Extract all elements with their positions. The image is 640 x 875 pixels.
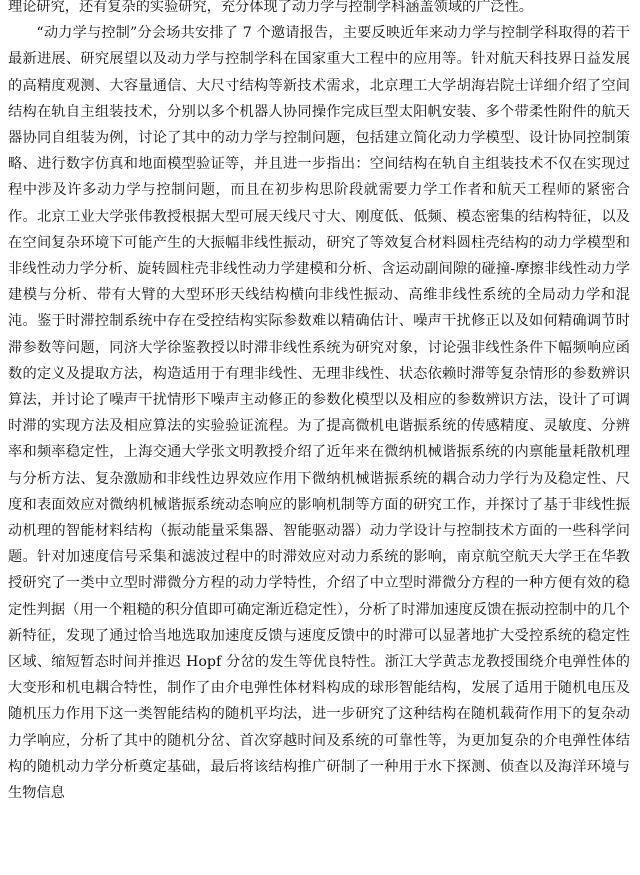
paragraph-1: 理论研究，还有复杂的实验研究，充分体现了动力学与控制学科涵盖领域的广泛性。	[8, 0, 533, 15]
paragraph-2: “动力学与控制”分会场共安排了 7 个邀请报告，主要反映近年来动力学与控制学科取得的若干最新进展、研究展望以及动力学与控制学科在国家重大工程中的应用等。针对航天科技界日益发展的高精度观测、大容量通信、大尺寸结构等新技术需求，北京理工大学胡海岩院士详细介绍了空间结构在轨自主组装技术，分别以多个机器人协同操作完成巨型太阳帆安装、多个带柔性附件的航天器协同自组装为例，讨论了其中的动力学与控制问题，包括建立简化动力学模型、设计协同控制策略、进行数字仿真和地面模型验证等，并且进一步指出：空间结构在轨自主组装技术不仅在实现过程中涉及许多动力学与控制问题，而且在初步构思阶段就需要力学工作者和航天工程师的紧密合作。北京工业大学张伟教授根据大型可展天线尺寸大、刚度低、低频、模态密集的结构特征，以及在空间复杂环境下可能产生的大振幅非线性振动，研究了等效复合材料圆柱壳结构的动力学模型和非线性动力学分析、旋转圆柱壳非线性动力学建模和分析、含运动副间隙的碰撞-摩擦非线性动力学建模与分析、带有大臂的大型环形天线结构横向非线性振动、高维非线性系统的全局动力学和混沌。鉴于时滞控制系统中存在受控结构实际参数难以精确估计、噪声干扰修正以及如何精确调节时滞参数等问题，同济大学徐鉴教授以时滞非线性系统为研究对象，讨论强非线性条件下幅频响应函数的定义及提取方法，构造适用于有理非线性、无理非线性、状态依赖时滞等复杂情形的参数辨识算法，并讨论了噪声干扰情形下噪声主动修正的参数化模型以及相应的参数辨识方法，设计了可调时滞的实现方法及相应算法的实验验证流程。为了提高微机电谐振系统的传感精度、灵敏度、分辨率和频率稳定性，上海交通大学张文明教授介绍了近年来在微纳机械谐振系统的内禀能量耗散机理与分析方法、复杂激励和非线性边界效应作用下微纳机械谐振系统的耦合动力学行为及稳定性、尺度和表面效应对微纳机械谐振系统动态响应的影响机制等方面的研究工作，并探讨了基于非线性振动机理的智能材料结构（振动能量采集器、智能驱动器）动力学设计与控制技术方面的一些科学问题。针对加速度信号采集和滤波过程中的时滞效应对动力系统的影响，南京航空航天大学王在华教授研究了一类中立型时滞微分方程的动力学特性，介绍了中立型时滞微分方程的一种方便有效的稳定性判据（用一个粗糙的积分值即可确定渐近稳定性），分析了时滞加速度反馈在振动控制中的几个新特征，发现了通过恰当地选取加速度反馈与速度反馈中的时滞可以显著地扩大受控系统的稳定性区域、缩短暂态时间并推迟 Hopf 分岔的发生等优良特性。浙江大学黄志龙教授围绕介电弹性体的大变形和机电耦合特性，制作了由介电弹性体材料构成的球形智能结构，发展了适用于随机电压及随机压力作用下这一类智能结构的随机平均法，进一步研究了这种结构在随机载荷作用下的复杂动力学响应，分析了其中的随机分岔、首次穿越时间及系统的可靠性等，为更加复杂的介电弹性体结构的随机动力学分析奠定基础，最后将该结构推广研制了一种用于水下探测、侦查以及海洋环境与生物信息	[8, 25, 630, 802]
